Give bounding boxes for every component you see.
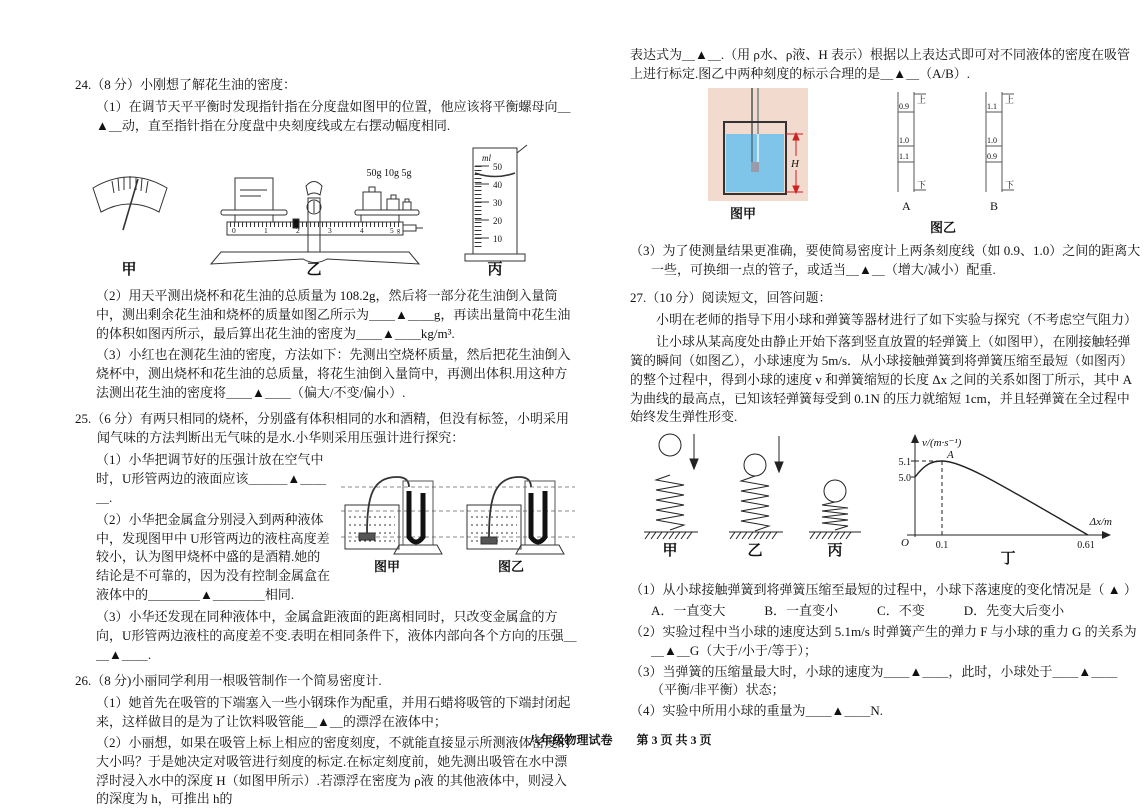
- right-column: [630, 46, 1142, 723]
- q25-figure: [339, 453, 577, 581]
- q27-item-4: （4）实验中所用小球的重量为＿＿▲＿＿N.: [630, 703, 884, 719]
- svg-text:g: g: [397, 227, 400, 234]
- q26-figure: [630, 88, 1142, 240]
- u-tube: [531, 491, 545, 542]
- q27-figure: [630, 431, 1142, 577]
- svg-text:5: 5: [390, 225, 394, 235]
- label-a: A: [902, 198, 911, 213]
- scale-tube-b: [986, 92, 1014, 213]
- v-curve: [915, 461, 1088, 535]
- svg-text:50: 50: [493, 161, 502, 172]
- fig26-scales-caption: 图乙: [930, 219, 957, 235]
- pressure-probe: [359, 533, 375, 540]
- balance-diagram: [211, 178, 423, 264]
- svg-text:下: 下: [917, 179, 927, 190]
- steel-ball-ballast: [751, 162, 759, 172]
- q24-title: 24.（8 分）小刚想了解花生油的密度：: [75, 77, 297, 92]
- fig25-label-jia: 图甲: [373, 559, 401, 575]
- weights-label: 50g 10g 5g: [366, 167, 412, 179]
- q27-paragraph-1: 小明在老师的指导下用小球和弹簧等器材进行了如下实验与探究（不考虑空气阻力）: [656, 312, 1138, 328]
- beaker-on-pan: [235, 178, 273, 210]
- svg-text:下: 下: [1005, 179, 1015, 190]
- cylinder-scale-numbers: [493, 162, 503, 244]
- svg-text:0.9: 0.9: [899, 101, 909, 111]
- H-label: H: [791, 157, 799, 170]
- density-meter-photo: [708, 88, 808, 201]
- cylinder-unit: ml: [482, 152, 491, 163]
- ytick-5-0: 5.0: [898, 473, 911, 485]
- q24-item-1: （1）在调节天平平衡时发现指针指在分度盘如图甲的位置，他应该将平衡螺母向＿▲＿动，直至指针指在分度盘中央刻度线或左右摆动幅度相同.: [96, 98, 571, 133]
- svg-text:1.0: 1.0: [899, 135, 909, 145]
- u-tube: [409, 491, 423, 542]
- fig27-label-bing: 丙: [827, 543, 843, 560]
- q25-body: [75, 451, 577, 605]
- svg-text:1.1: 1.1: [987, 101, 997, 111]
- svg-text:1: 1: [264, 225, 268, 235]
- beam-scale-numbers: [232, 226, 400, 235]
- label-b: B: [990, 198, 999, 213]
- peak-label: A: [947, 449, 954, 462]
- manometer-setup-jia: [345, 477, 442, 554]
- q24-item-3: （3）小红也在测花生油的密度，方法如下：先测出空烧杯质量，然后把花生油倒入烧杯中，测出烧杯和花生油的总质量，将花生油倒入量筒中，再测出体积.用这种方法测出花生油的密度将＿＿▲＿＿（偏大/不变/偏小）.: [96, 346, 571, 400]
- q27-item-1-options: A．一直变大 B．一直变小 C．不变 D．先变大后变小: [651, 602, 1065, 618]
- q24-figure: [75, 140, 577, 284]
- q25-title: 25.（6 分）有两只相同的烧杯，分别盛有体积相同的水和酒精，但没有标签，小明采用闻气味的方法判断出无气味的是水.小华则采用压强计进行探究：: [75, 411, 570, 446]
- pressure-probe: [481, 537, 497, 544]
- q24-figure-svg: [75, 140, 555, 278]
- svg-text:1.0: 1.0: [987, 135, 997, 145]
- svg-text:30: 30: [493, 197, 502, 208]
- ytick-5-1: 5.1: [898, 457, 911, 469]
- density-scale-tubes: [878, 88, 1088, 224]
- svg-text:3: 3: [328, 225, 332, 235]
- svg-text:40: 40: [493, 179, 502, 190]
- origin-label: O: [901, 537, 909, 550]
- fig24-label-bing: 丙: [487, 261, 503, 278]
- fig25-label-yi: 图乙: [497, 559, 525, 575]
- svg-text:0: 0: [232, 225, 236, 235]
- manometer-setup-yi: [467, 477, 564, 554]
- q27-figure-svg: [630, 431, 1120, 571]
- left-column: [75, 76, 577, 810]
- q25-figure-svg: [339, 453, 577, 575]
- scale-tube-a: [898, 92, 926, 213]
- svg-text:上: 上: [1005, 94, 1015, 105]
- svg-text:0.9: 0.9: [987, 151, 997, 161]
- q26-item-1: （1）她首先在吸管的下端塞入一些小钢珠作为配重，并用石蜡将吸管的下端封闭起来，这样做目的是为了让饮料吸管能＿▲＿的漂浮在液体中；: [96, 695, 571, 730]
- svg-text:1.1: 1.1: [899, 151, 909, 161]
- photo-svg: [708, 88, 808, 201]
- spring-diagram-bing: [809, 480, 861, 539]
- graph-ylabel: v/(m·s⁻¹): [922, 437, 962, 450]
- question-27: [630, 289, 1142, 721]
- spring-diagram-yi: [729, 436, 783, 539]
- page-footer: 八年级物理试卷 第 3 页 共 3 页: [528, 733, 712, 747]
- fig27-label-yi: 乙: [747, 543, 763, 560]
- fig27-label-jia: 甲: [662, 543, 678, 560]
- q27-title: 27.（10 分）阅读短文，回答问题：: [630, 290, 832, 306]
- svg-text:4: 4: [360, 225, 364, 235]
- q26-continuation: 表达式为＿▲＿.（用 ρ水、ρ液、H 表示）根据以上表达式即可对不同液体的密度在吸管上进行标定.图乙中两种刻度的标示合理的是＿▲＿（A/B）.: [630, 47, 1130, 81]
- fig24-label-jia: 甲: [121, 261, 137, 278]
- q27-item-2: （2）实验过程中当小球的速度达到 5.1m/s 时弹簧产生的弹力 F 与小球的重力 G 的关系为＿▲＿G（大于/小于/等于）；: [630, 623, 1137, 658]
- fig27-label-ding: 丁: [1000, 551, 1016, 568]
- svg-text:10: 10: [493, 233, 502, 244]
- q27-paragraph-2: 让小球从某高度处由静止开始下落到竖直放置的轻弹簧上（如图甲），在刚接触轻弹簧的瞬间（如图乙），小球速度为 5m/s．从小球接触弹簧到将弹簧压缩至最短（如图丙）的整个过程中，得到小球的速度 v 和弹簧缩短的长度 Δx 之间的关系如图丁所示，其中 A 为曲线的最高点，已知该轻弹簧每受到 0.1N 的压力就缩短 1cm，并且轻弹簧在全过程中始终发生弹性形变.: [630, 334, 1134, 425]
- question-25: [75, 410, 577, 664]
- q25-item-2: （2）小华把金属盒分别浸入到两种液体中，发现图甲中 U形管两边的液柱高度差较小，认为图甲烧杯中盛的是酒精.她的结论是不可靠的，因为没有控制金属盒在液体中的＿＿＿＿▲＿＿＿＿相同.: [96, 511, 331, 603]
- xtick-0-61: 0.61: [1077, 540, 1095, 552]
- graph-xlabel: Δx/m: [1089, 516, 1112, 529]
- q24-item-2: （2）用天平测出烧杯和花生油的总质量为 108.2g，然后将一部分花生油倒入量筒中，测出剩余花生油和烧杯的质量如图乙所示为＿＿▲＿＿g，再读出量筒中花生油的体积如图丙所示，最后算出花生油的密度为＿＿▲＿＿kg/m³.: [96, 288, 571, 342]
- spring-diagram-jia: [644, 434, 698, 539]
- meniscus: [475, 173, 515, 177]
- fig26-photo-caption: 图甲: [730, 205, 757, 221]
- svg-text:2: 2: [296, 225, 300, 235]
- scales-svg: [878, 88, 1088, 218]
- q26-item-3: （3）为了使测量结果更准确，要使简易密度计上两条刻度线（如 0.9、1.0）之间的距离大一些，可换细一点的管子，或适当＿▲＿（增大/减小）配重.: [630, 242, 1141, 277]
- v-deltax-graph: [899, 434, 1113, 551]
- q27-item-3: （3）当弹簧的压缩量最大时，小球的速度为＿＿▲＿＿，此时，小球处于＿＿▲＿＿（平衡/非平衡）状态；: [630, 663, 1118, 698]
- question-24: [75, 76, 577, 402]
- xtick-0-1: 0.1: [935, 540, 949, 552]
- q25-item-3: （3）小华还发现在同种液体中，金属盒距液面的距离相同时，只改变金属盒的方向，U形管两边液柱的高度差不变.表明在相同条件下，液体内部向各个方向的压强＿＿▲＿＿.: [96, 608, 577, 662]
- svg-text:20: 20: [493, 215, 502, 226]
- q26-item-2: （2）小丽想，如果在吸管上标上相应的密度刻度，不就能直接显示所测液体密度的大小吗？于是她决定对吸管进行刻度的标定.在标定刻度前，她先测出吸管在水中漂浮时浸入水中的深度 H（如图甲所示）.若漂浮在密度为 ρ液 的其他液体中，则浸入的深度为 h，可推出 h的: [96, 734, 571, 807]
- q27-item-1: （1）从小球接触弹簧到将弹簧压缩至最短的过程中，小球下落速度的变化情况是（ ▲ ）: [630, 582, 1137, 598]
- q26-title: 26.（8 分)小丽同学利用一根吸管制作一个简易密度计.: [75, 673, 382, 689]
- fig24-label-yi: 乙: [306, 261, 322, 278]
- balance-dial-diagram: [93, 176, 167, 230]
- svg-text:上: 上: [917, 94, 927, 105]
- q25-item-1: （1）小华把调节好的压强计放在空气中时，U形管两边的液面应该＿＿＿▲＿＿＿.: [96, 452, 327, 505]
